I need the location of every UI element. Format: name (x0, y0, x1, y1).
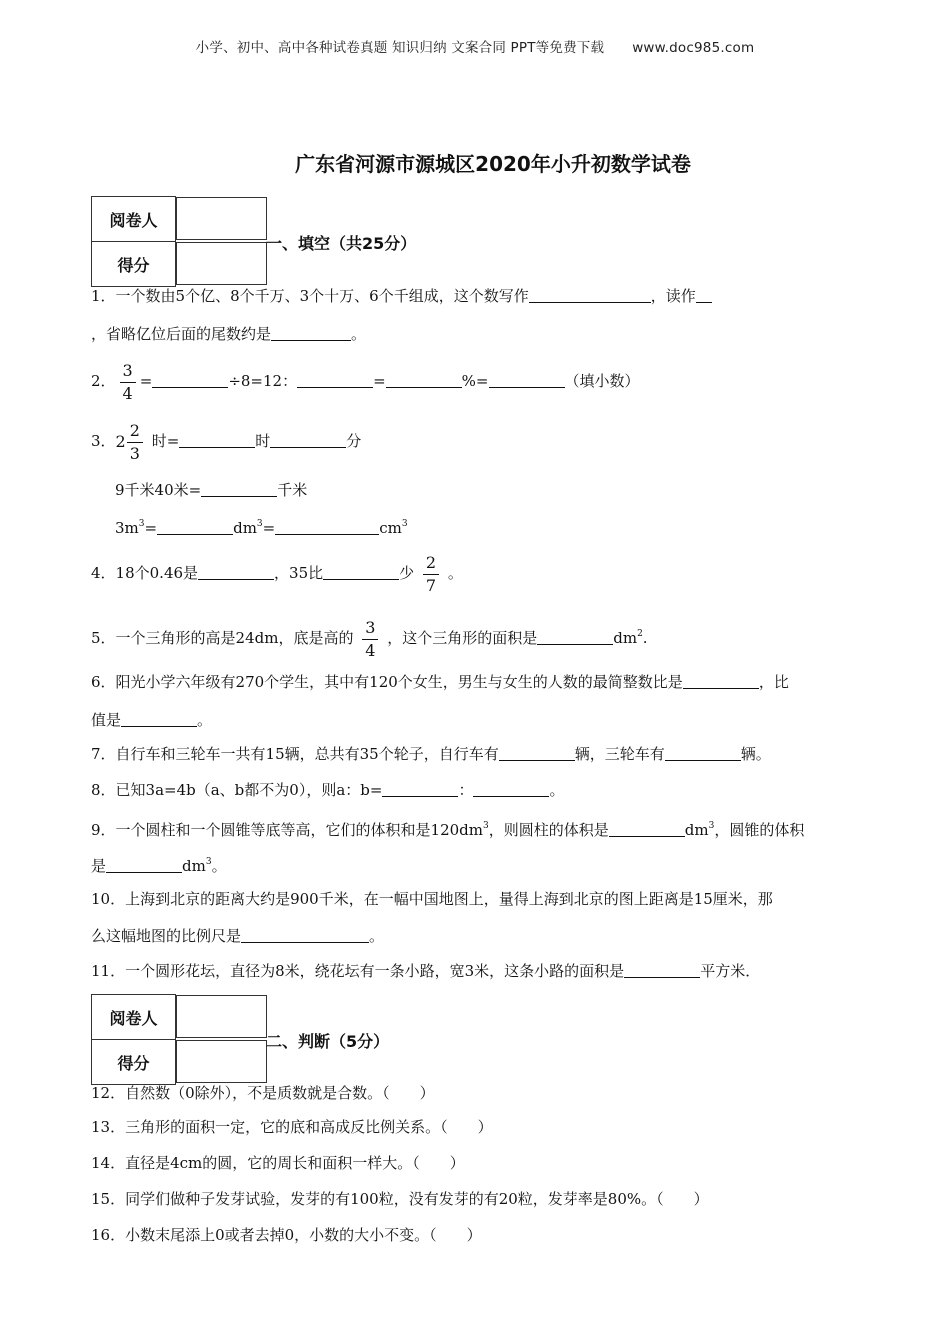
q9-sup-3: 3 (205, 857, 212, 867)
header-text: 小学、初中、高中各种试卷真题 知识归纳 文案合同 PPT等免费下载 (195, 40, 605, 56)
q3-blank-cm[interactable] (275, 518, 379, 535)
q3-denominator: 3 (129, 443, 140, 463)
q6-text: 6．阳光小学六年级有270个学生，其中有120个女生，男生与女生的人数的最简整数比是 (91, 673, 683, 691)
q10-text: 10．上海到北京的距离大约是900千米，在一幅中国地图上，量得上海到北京的图上距离是15厘米，那 (91, 890, 773, 908)
q2-blank-1[interactable] (152, 371, 228, 388)
question-14[interactable]: 14．直径是4cm的圆，它的周长和面积一样大。（ ） (91, 1154, 465, 1172)
q3-blank-2[interactable] (270, 431, 346, 448)
q1-text: 1．一个数由5个亿、8个千万、3个十万、6个千组成，这个数写作 (91, 287, 529, 305)
q3-km-unit: 千米 (277, 481, 308, 499)
question-3-b (115, 480, 307, 500)
q10-end: 。 (369, 927, 385, 945)
q7-blank-trikes[interactable] (665, 744, 741, 761)
q4-end: 。 (447, 564, 463, 582)
q3-whole: 2 (115, 432, 126, 451)
q11-blank-area[interactable] (624, 961, 700, 978)
question-3-c (115, 514, 408, 538)
q2-div: ÷8=12： (228, 372, 298, 390)
q3-m: 3m (115, 519, 139, 537)
q9-unit: dm (684, 821, 709, 839)
q1-blank-written[interactable] (529, 286, 651, 303)
reviewer-label-2: 阅卷人 (92, 995, 176, 1040)
q3-fraction (127, 420, 143, 465)
question-9 (91, 816, 804, 840)
q3-hours: 时= (151, 432, 180, 450)
question-1-cont (91, 324, 366, 344)
q3-km-text: 9千米40米= (115, 481, 202, 499)
q9-blank-cone[interactable] (106, 856, 182, 873)
q2-eq: = (139, 372, 153, 390)
q10-blank-scale[interactable] (241, 926, 369, 943)
q7-blank-bikes[interactable] (499, 744, 575, 761)
question-7 (91, 744, 771, 764)
question-5 (91, 612, 648, 660)
question-1 (91, 286, 712, 306)
q9-text: 9．一个圆柱和一个圆锥等底等高，它们的体积和是120dm (91, 821, 484, 839)
q9-text-3: ，圆锥的体积 (714, 821, 805, 839)
q1-text-approx: ，省略亿位后面的尾数约是 (91, 325, 272, 343)
q4-numerator: 2 (423, 552, 439, 575)
q2-blank-3[interactable] (386, 371, 462, 388)
score-label-2: 得分 (92, 1040, 176, 1085)
q2-number: 2． (91, 372, 116, 390)
q1-blank-approx[interactable] (271, 324, 351, 341)
q1-text-read: ，读作 (650, 287, 696, 305)
q8-colon: ： (458, 781, 474, 799)
question-13[interactable]: 13．三角形的面积一定，它的底和高成反比例关系。（ ） (91, 1118, 493, 1136)
q6-text-2: ，比 (758, 673, 789, 691)
q5-denominator: 4 (365, 640, 376, 660)
question-8 (91, 780, 564, 800)
question-15[interactable]: 15．同学们做种子发芽试验，发芽的有100粒，没有发芽的有20粒，发芽率是80%。（ ） (91, 1190, 709, 1208)
q1-blank-read[interactable] (696, 286, 712, 303)
q2-blank-2[interactable] (297, 371, 373, 388)
q3-eq-2: = (262, 519, 276, 537)
q9-sup-2: 3 (708, 821, 715, 831)
q1-end: 。 (351, 325, 367, 343)
q2-hint: （填小数） (564, 372, 640, 390)
q5-text: 5．一个三角形的高是24dm，底是高的 (91, 629, 354, 647)
q7-text: 7．自行车和三轮车一共有15辆，总共有35个轮子，自行车有 (91, 745, 499, 763)
q6-blank-ratio[interactable] (683, 672, 759, 689)
page-title: 广东省河源市源城区2020年小升初数学试卷 (295, 152, 691, 176)
question-16[interactable]: 16．小数末尾添上0或者去掉0，小数的大小不变。（ ） (91, 1226, 482, 1244)
q9-blank-cylinder[interactable] (609, 820, 685, 837)
q4-blank-1[interactable] (198, 563, 274, 580)
q4-denominator: 7 (425, 575, 437, 595)
q8-blank-1[interactable] (382, 780, 458, 797)
q7-text-2: 辆，三轮车有 (574, 745, 665, 763)
question-11 (91, 961, 760, 981)
page-header (0, 36, 950, 56)
q3-eq: = (144, 519, 158, 537)
q3-numerator: 2 (127, 420, 143, 443)
question-10 (91, 889, 773, 909)
q3-blank-km[interactable] (201, 480, 277, 497)
q5-sup: 2 (637, 629, 643, 639)
q4-text-2: ，35比 (274, 564, 324, 582)
question-3 (91, 419, 361, 463)
q9-end: 。 (211, 857, 227, 875)
q4-fraction (423, 552, 439, 597)
section-1-heading: 一、填空（共25分） (266, 234, 417, 253)
q10-text-2: 么这幅地图的比例尺是 (91, 927, 242, 945)
q3-sup-3: 3 (401, 519, 408, 529)
q2-numerator: 3 (120, 360, 136, 383)
q3-dm: dm (233, 519, 257, 537)
reviewer-label: 阅卷人 (92, 197, 176, 242)
q5-numerator: 3 (362, 617, 378, 640)
q3-blank-1[interactable] (179, 431, 255, 448)
q9-sup-1: 3 (483, 821, 489, 831)
q2-denominator: 4 (122, 383, 133, 403)
q8-end: 。 (549, 781, 565, 799)
q2-blank-4[interactable] (489, 371, 565, 388)
q2-fraction (120, 360, 136, 405)
q2-percent: %= (461, 372, 489, 390)
question-2 (91, 359, 640, 403)
question-4 (91, 551, 463, 595)
q5-blank[interactable] (537, 628, 613, 645)
q3-hour-unit: 时 (255, 432, 271, 450)
q9-text-2: ，则圆柱的体积是 (488, 821, 609, 839)
q3-number: 3． (91, 432, 116, 450)
q9-unit-2: dm (182, 857, 206, 875)
question-10-cont (91, 926, 384, 946)
question-6 (91, 672, 789, 692)
reviewer-cell-2[interactable] (176, 995, 267, 1038)
reviewer-cell[interactable] (176, 197, 267, 240)
q6-end: 。 (197, 711, 213, 729)
score-label: 得分 (92, 242, 176, 287)
score-table-1 (91, 196, 268, 287)
score-cell[interactable] (176, 242, 267, 285)
q5-end: . (642, 629, 648, 647)
q4-text: 4．18个0.46是 (91, 564, 199, 582)
q3-sup-2: 3 (256, 519, 263, 529)
q3-minute-unit: 分 (346, 432, 362, 450)
score-cell-2[interactable] (176, 1040, 267, 1083)
q3-cm: cm (379, 519, 402, 537)
q6-value: 值是 (91, 711, 122, 729)
q9-is: 是 (91, 857, 107, 875)
q7-end: 辆。 (740, 745, 771, 763)
q11-text: 11．一个圆形花坛，直径为8米，绕花坛有一条小路，宽3米，这条小路的面积是 (91, 962, 625, 980)
q5-text-2: ，这个三角形的面积是 (387, 629, 538, 647)
q3-sup-1: 3 (138, 519, 145, 529)
section-2-heading: 二、判断（5分） (266, 1032, 390, 1051)
q2-eq-2: = (373, 372, 386, 390)
q6-blank-value[interactable] (121, 710, 197, 727)
score-table-2 (91, 994, 268, 1085)
question-9-cont (91, 852, 227, 876)
q3-blank-dm[interactable] (157, 518, 233, 535)
q11-unit: 平方米． (700, 962, 761, 980)
q8-text: 8．已知3a=4b（a、b都不为0），则a：b= (91, 781, 383, 799)
question-12[interactable]: 12．自然数（0除外），不是质数就是合数。（ ） (91, 1084, 435, 1102)
q4-less: 少 (399, 564, 415, 582)
q8-blank-2[interactable] (473, 780, 549, 797)
q4-blank-2[interactable] (323, 563, 399, 580)
q5-fraction (362, 617, 378, 662)
q5-unit: dm (613, 629, 638, 647)
header-site: www.doc985.com (632, 40, 755, 56)
question-6-cont (91, 710, 212, 730)
